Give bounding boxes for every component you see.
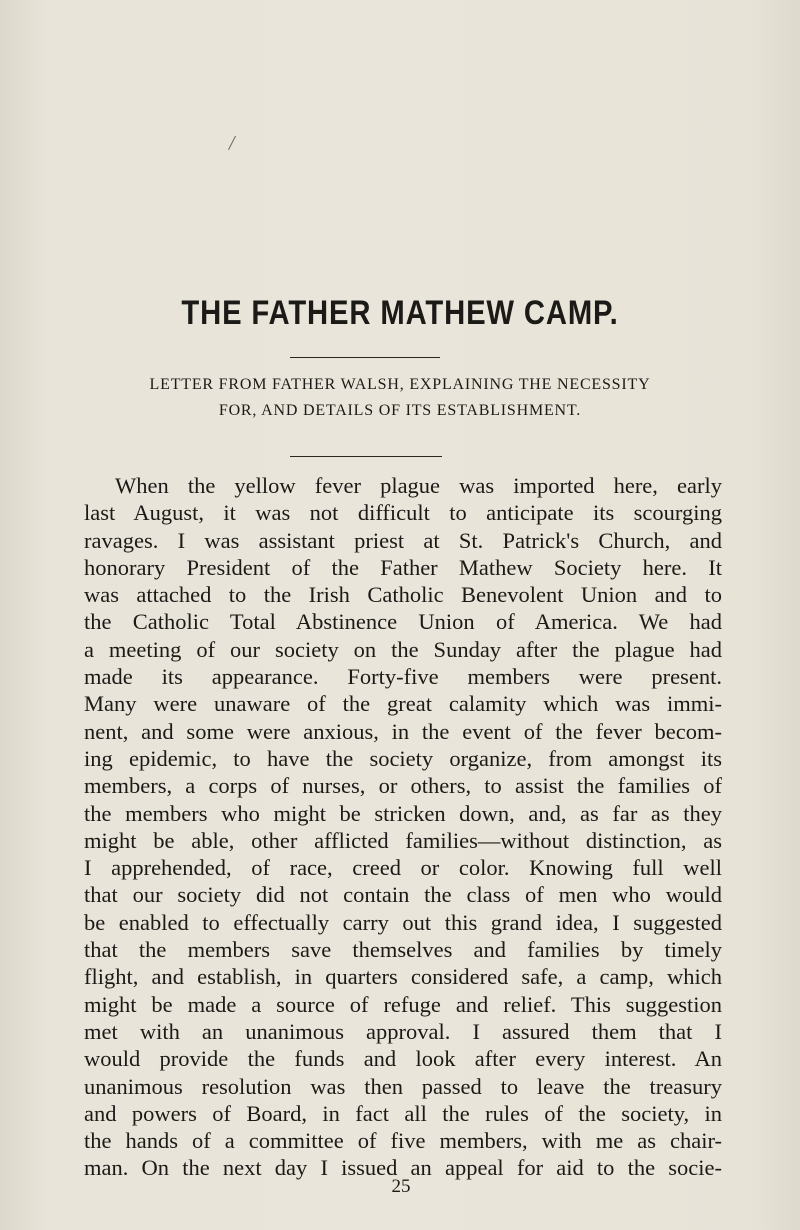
body-line: that the members save themselves and families by timely <box>84 937 722 963</box>
page-number: 25 <box>391 1176 411 1197</box>
body-line: members, a corps of nurses, or others, to assist the families of <box>84 773 722 799</box>
bottom-divider-rule <box>290 456 442 457</box>
body-line: last August, it was not difficult to anticipate its scourging <box>84 500 722 526</box>
body-line: When the yellow fever plague was imported here, early <box>115 473 722 498</box>
body-line: honorary President of the Father Mathew Society here. It <box>84 554 722 580</box>
body-line: nent, and some were anxious, in the event of the fever becom- <box>84 718 722 744</box>
body-line: man. On the next day I issued an appeal for aid to the socie- <box>84 1155 722 1181</box>
body-line: would provide the funds and look after every interest. An <box>84 1046 722 1072</box>
subtitle-line: FOR, AND DETAILS OF ITS ESTABLISHMENT. <box>218 402 582 419</box>
subtitle-line: LETTER FROM FATHER WALSH, EXPLAINING THE NECESSITY <box>149 376 651 393</box>
stray-pencil-mark: / <box>227 129 237 156</box>
body-line: I apprehended, of race, creed or color. Knowing full well <box>84 855 722 881</box>
body-line: the hands of a committee of five members, with me as chair- <box>84 1128 722 1154</box>
body-line: ing epidemic, to have the society organize, from amongst its <box>84 745 722 771</box>
body-line: flight, and establish, in quarters considered safe, a camp, which <box>84 964 722 990</box>
body-line: be enabled to effectually carry out this grand idea, I suggested <box>84 909 722 935</box>
body-line: made its appearance. Forty-five members were present. <box>84 664 722 690</box>
body-line: Many were unaware of the great calamity which was immi- <box>84 691 722 717</box>
body-line: was attached to the Irish Catholic Benevolent Union and to <box>84 582 722 608</box>
chapter-title: THE FATHER MATHEW CAMP. <box>181 294 619 332</box>
body-line: ravages. I was assistant priest at St. Patrick's Church, and <box>84 527 722 553</box>
body-line: met with an unanimous approval. I assured them that I <box>84 1018 722 1044</box>
body-line: the members who might be stricken down, and, as far as they <box>84 800 722 826</box>
body-line: and powers of Board, in fact all the rules of the society, in <box>84 1100 722 1126</box>
body-line: might be made a source of refuge and relief. This suggestion <box>84 991 722 1017</box>
body-line: that our society did not contain the class of men who would <box>84 882 722 908</box>
body-line: unanimous resolution was then passed to leave the treasury <box>84 1073 722 1099</box>
body-line: might be able, other afflicted families—without distinction, as <box>84 827 722 853</box>
chapter-subtitle <box>0 372 800 424</box>
body-line: a meeting of our society on the Sunday after the plague had <box>84 636 722 662</box>
top-divider-rule <box>290 357 440 358</box>
body-line: the Catholic Total Abstinence Union of America. We had <box>84 609 722 635</box>
letter-body <box>84 472 722 1182</box>
